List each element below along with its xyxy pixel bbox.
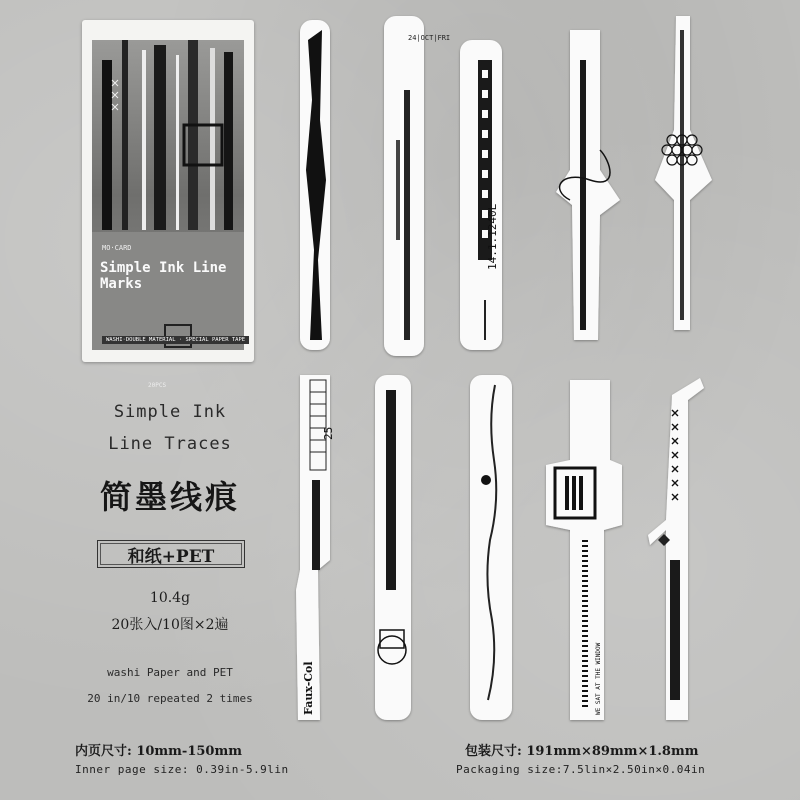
strip-7 — [375, 375, 411, 720]
product-name-cn: 简墨线痕 — [99, 478, 240, 516]
inner-size-en: Inner page size: 0.39in-5.9lin — [75, 763, 289, 776]
strip-8 — [470, 375, 512, 720]
package-count: 20PCS — [148, 382, 167, 389]
product-quantity-cn: 20张入/10图×2遍 — [111, 617, 229, 633]
package-brand: MO·CARD — [102, 244, 132, 252]
package-size-cn: 包装尺寸: 191mm×89mm×1.8mm — [465, 744, 699, 759]
svg-text:Faux-Col: Faux-Col — [302, 661, 315, 715]
strip-1 — [300, 20, 330, 350]
strip-5 — [655, 16, 712, 330]
product-name-en-line1: Simple Ink — [113, 402, 227, 422]
package-footer: WASHI·DOUBLE MATERIAL · SPECIAL PAPER TAPE — [102, 336, 249, 344]
strip-6 — [296, 375, 335, 720]
material-badge — [97, 540, 245, 568]
package-title: Simple Ink Line Marks — [100, 260, 227, 292]
svg-text:WE SAT AT THE WINDOW: WE SAT AT THE WINDOW — [595, 642, 602, 715]
strip-10 — [648, 378, 704, 720]
strip-4 — [556, 30, 620, 340]
strip-9 — [546, 380, 622, 720]
svg-text:25: 25 — [322, 426, 335, 440]
product-weight: 10.4g — [149, 590, 191, 606]
product-name-en-line2: Line Traces — [108, 434, 232, 454]
inner-size-cn: 内页尺寸: 10mm-150mm — [75, 744, 242, 759]
package-size-en: Packaging size:7.5lin×2.50in×0.04in — [456, 763, 706, 776]
strip-2 — [384, 16, 450, 356]
product-material-en: washi Paper and PET — [107, 666, 233, 679]
strip-3 — [460, 40, 502, 350]
strip-3-code: 14.1.1240L — [486, 203, 499, 270]
svg-text:24|OCT|FRI: 24|OCT|FRI — [408, 34, 451, 42]
product-quantity-en: 20 in/10 repeated 2 times — [87, 692, 253, 705]
material-badge-label: 和纸+PET — [127, 546, 215, 567]
